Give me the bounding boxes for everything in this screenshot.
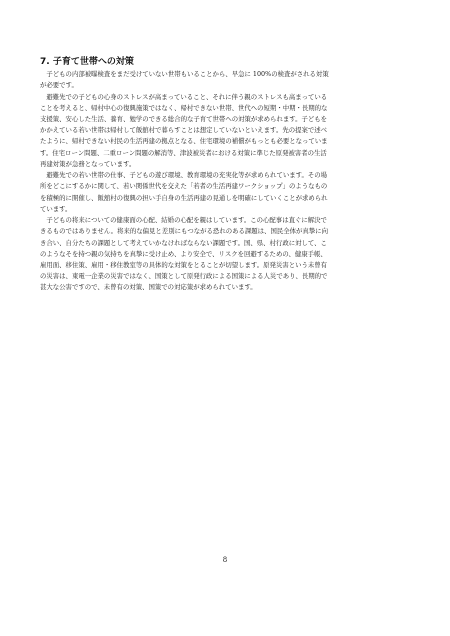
paragraph-young-households xyxy=(40,170,412,215)
text-line: す。住宅ローン問題、二重ローン問題の解消等、津波被災者における対策に準じた原発被害者の生活 xyxy=(40,148,327,157)
text-line: 所をどこにするかに関して、若い関係世代を交えた「若者の生活再建ワークショップ」のようなもの xyxy=(40,182,328,191)
text-line: ことを考えると、帰村中心の復興施策ではなく、帰村できない世帯、世代への短期・中期・長期的な xyxy=(40,103,328,112)
paragraph-stress-support xyxy=(40,92,412,170)
paragraph-children-future xyxy=(40,215,412,293)
text-line: 子どもの内部被曝検査をまだ受けていない世帯もいることから、早急に 100%の検査がされる対策 xyxy=(40,70,329,78)
section-body xyxy=(40,69,412,294)
text-line: きるものではありません。将来的な偏見と差別にもつながる恐れのある課題は、国民全体が真摯に向 xyxy=(40,227,328,236)
text-line: かかえている若い世帯は帰村して飯舘村で暮らすことは想定していないといえます。先の提案で述べ xyxy=(40,126,328,135)
text-line: 子どもの将来についての健康面の心配、結婚の心配を親はしています。この心配事は直ぐに解決で xyxy=(40,216,327,225)
paragraph-inner-exposure-test xyxy=(40,69,412,91)
text-line: 甚大な公害ですので、未曾有の対策、国策での対応策が求められています。 xyxy=(40,283,257,292)
text-line: 再建対策が急務となっています。 xyxy=(40,159,136,168)
text-line: ています。 xyxy=(40,204,72,213)
text-line: 雇用面、移住策、雇用・移住教室等の具体的な対策をとることが切望します。原発災害という未曾有 xyxy=(40,261,328,270)
text-line: のようなそを持つ親の気持ちを真摯に受け止め、より安全で、リスクを回避するための、健康手帳、 xyxy=(40,249,327,258)
text-line: を積極的に開催し、飯舘村の復興の担い手自身の生活再建の見通しを明確にしていくことが求められ xyxy=(40,193,328,202)
text-line: 避難先での若い世帯の仕事、子どもの遊び環境、教育環境の充実化等が求められています。その場 xyxy=(40,171,328,180)
text-line: たように、帰村できない村民の生活再建の拠点となる、住宅環境の補償がもっとも必要となっていま xyxy=(40,137,328,146)
text-line: が必要です。 xyxy=(40,81,78,90)
page-number: 8 xyxy=(222,556,228,564)
text-line: き合い、自分たちの課題として考えていかなければならない課題です。国、県、村行政に対して、こ xyxy=(40,238,327,247)
section-heading: 7. 子育て世帯への対策 xyxy=(40,57,134,67)
text-line: の災害は、東電一企業の災害ではなく、国策として原発行政による国策による人災であり、長期的で xyxy=(40,272,328,281)
text-line: 支援策、安心した生活、養育、勉学のできる総合的な子育て世帯への対策が求められます。子どもを xyxy=(40,115,328,123)
text-line: 避難先での子どもの心身のストレスが高まっていること、それに伴う親のストレスも高まっている xyxy=(40,92,328,101)
